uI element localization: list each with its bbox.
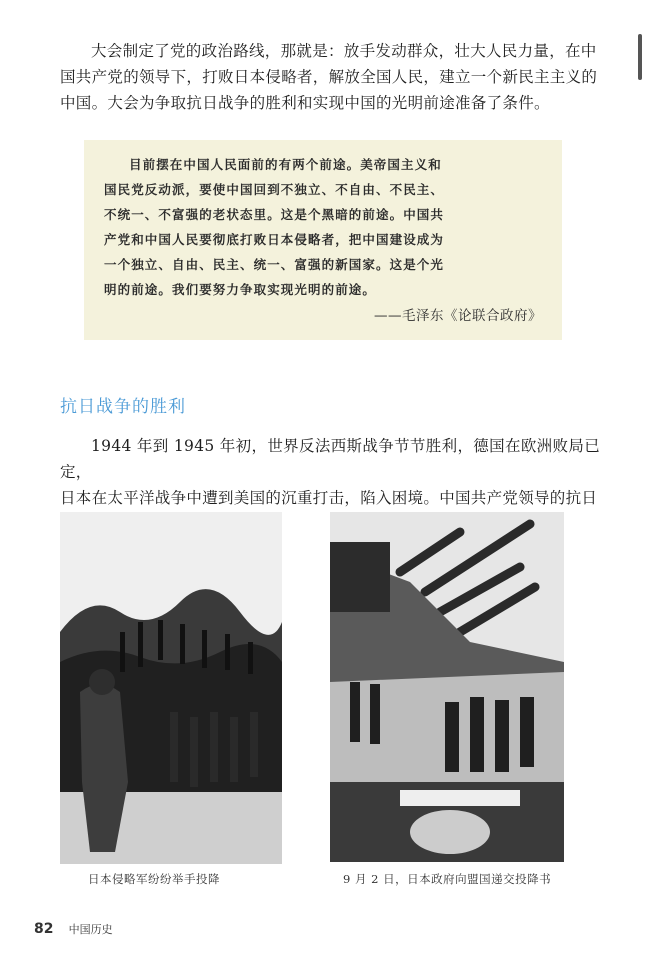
surrender-photo-caption: 日本侵略军纷纷举手投降 <box>88 872 220 886</box>
ceremony-photo <box>330 512 564 862</box>
victory-line-2: 日本在太平洋战争中遭到美国的沉重打击，陷入困境。中国共产党领导的抗日 <box>60 489 598 507</box>
section-heading: 抗日战争的胜利 <box>60 397 186 417</box>
intro-paragraph <box>60 38 600 116</box>
book-title: 中国历史 <box>68 923 113 936</box>
quote-line-6: 明的前途。我们要努力争取实现光明的前途。 <box>104 282 377 297</box>
quote-line-3: 不统一、不富强的老状态里。这是个黑暗的前途。中国共 <box>104 207 445 222</box>
quote-source: ——毛泽东《论联合政府》 <box>374 308 542 324</box>
surrender-photo-image <box>60 512 282 864</box>
quote-line-5: 一个独立、自由、民主、统一、富强的新国家。这是个光 <box>104 257 445 272</box>
intro-line-3: 中国。大会为争取抗日战争的胜利和实现中国的光明前途准备了条件。 <box>60 94 550 112</box>
intro-line-2: 国共产党的领导下，打败日本侵略者，解放全国人民，建立一个新民主主义的 <box>60 68 598 86</box>
quote-line-1: 目前摆在中国人民面前的有两个前途。美帝国主义和 <box>129 157 442 172</box>
intro-line-1: 大会制定了党的政治路线，那就是：放手发动群众，壮大人民力量，在中 <box>91 42 597 60</box>
quote-line-4: 产党和中国人民要彻底打败日本侵略者，把中国建设成为 <box>104 232 445 247</box>
page-edge-marker <box>638 34 642 80</box>
page-number: 82 <box>34 921 54 937</box>
page-footer <box>34 918 113 937</box>
victory-paragraph <box>60 433 600 511</box>
mao-quote-box <box>84 140 562 340</box>
victory-line-1: 1944 年到 1945 年初，世界反法西斯战争节节胜利，德国在欧洲败局已定， <box>60 437 600 481</box>
quote-line-2: 国民党反动派，要使中国回到不独立、不自由、不民主、 <box>104 182 445 197</box>
ceremony-photo-image <box>330 512 564 862</box>
surrender-photo <box>60 512 282 864</box>
ceremony-photo-caption: 9 月 2 日，日本政府向盟国递交投降书 <box>343 872 552 886</box>
